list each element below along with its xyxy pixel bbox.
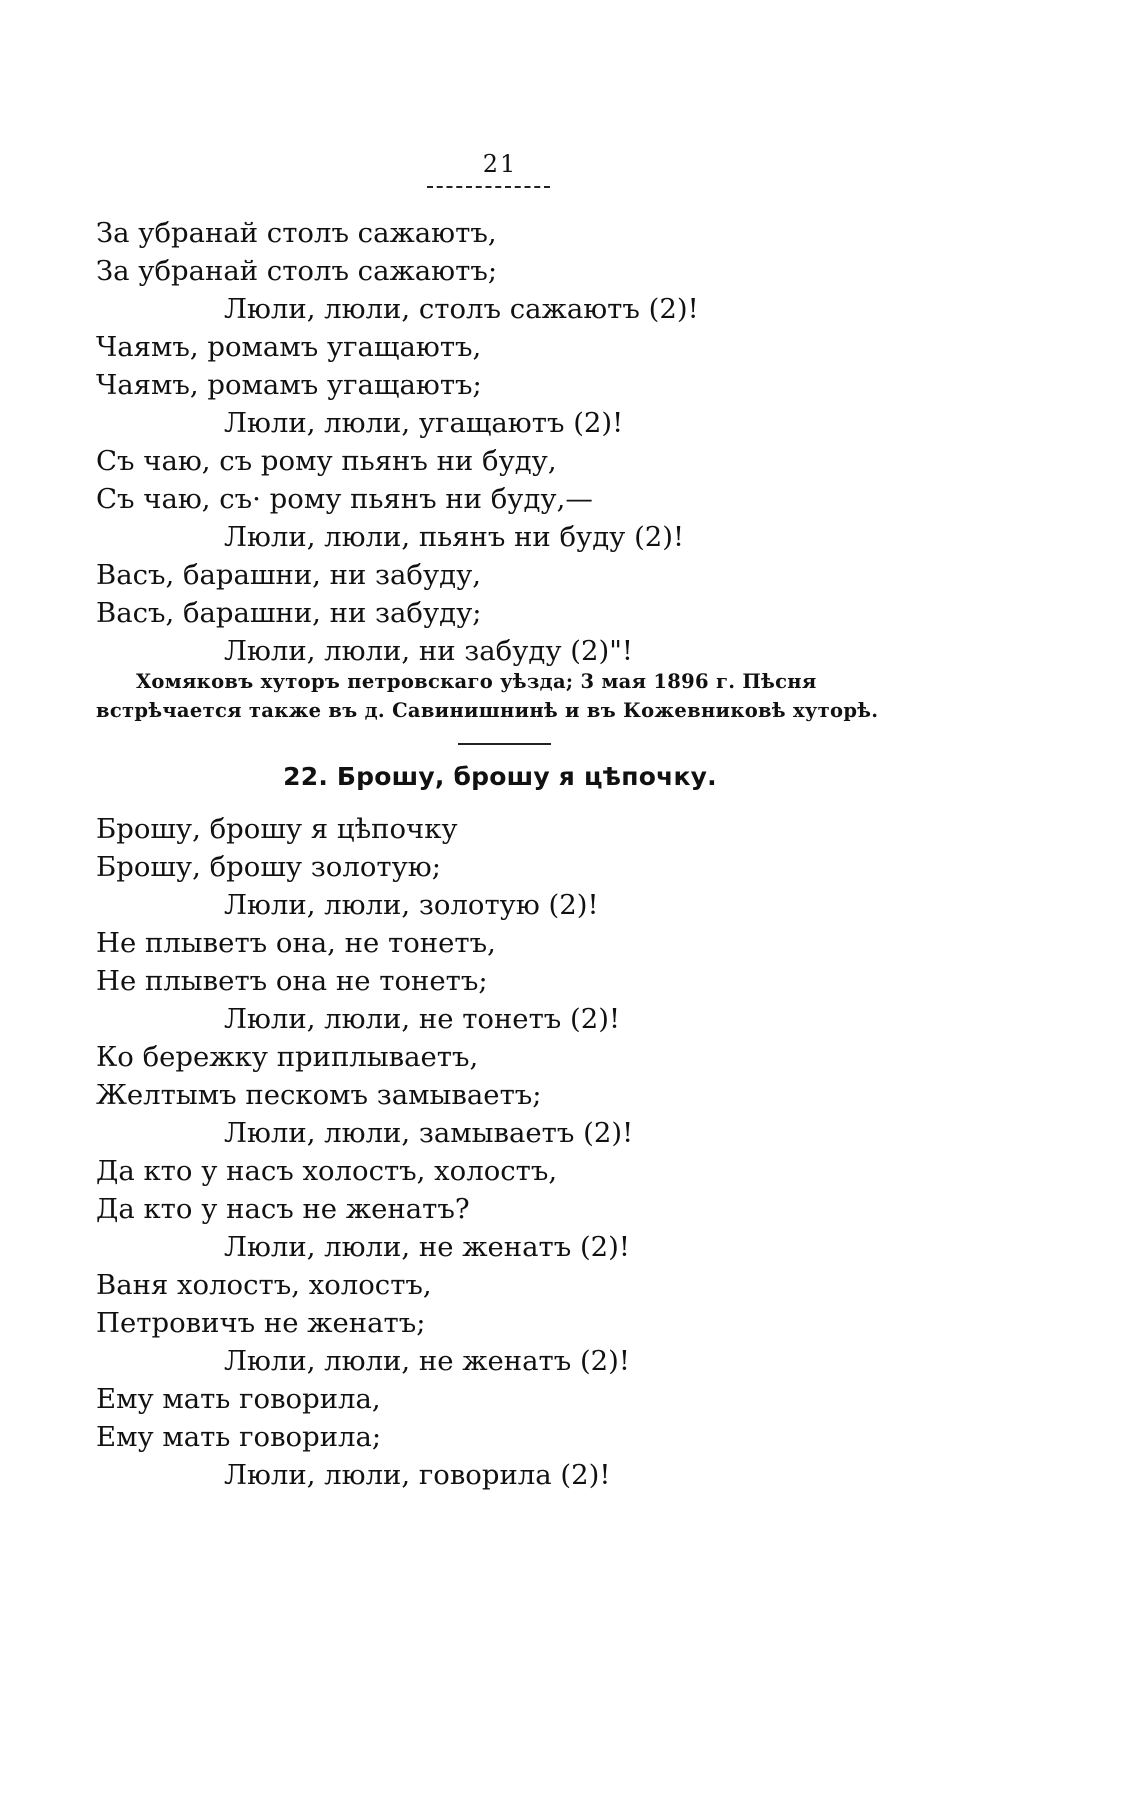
song-22-lyrics (96, 810, 996, 1494)
section-divider (458, 743, 551, 745)
verse-line: Брошу, брошу я цѣпочку (96, 813, 458, 845)
verse-line: Чаямъ, ромамъ угащаютъ, (96, 331, 482, 363)
page-number: 21 (482, 150, 518, 178)
song-21-ending (96, 214, 996, 670)
verse-line: Васъ, барашни, ни забуду, (96, 559, 482, 591)
verse-line: Да кто у насъ не женатъ? (96, 1193, 470, 1225)
refrain-line: Люли, люли, говорила (2)! (224, 1459, 611, 1491)
verse-line: Не плыветъ она не тонетъ; (96, 965, 488, 997)
verse-line: Съ чаю, съ рому пьянъ ни буду, (96, 445, 557, 477)
verse-line: Ко бережку приплываетъ, (96, 1041, 479, 1073)
refrain-line: Люли, люли, столъ сажаютъ (2)! (224, 293, 699, 325)
verse-line: Ему мать говорила, (96, 1383, 381, 1415)
refrain-line: Люли, люли, золотую (2)! (224, 889, 599, 921)
verse-line: Да кто у насъ холостъ, холостъ, (96, 1155, 558, 1187)
verse-line: Петровичъ не женатъ; (96, 1307, 426, 1339)
refrain-line: Люли, люли, замываетъ (2)! (224, 1117, 634, 1149)
refrain-line: Люли, люли, не женатъ (2)! (224, 1345, 630, 1377)
refrain-line: Люли, люли, не тонетъ (2)! (224, 1003, 621, 1035)
refrain-line: Люли, люли, пьянъ ни буду (2)! (224, 521, 685, 553)
verse-line: Съ чаю, съ· рому пьянъ ни буду,— (96, 483, 593, 515)
verse-line: Желтымъ пескомъ замываетъ; (96, 1079, 542, 1111)
header-divider (427, 186, 550, 188)
source-note-line: встрѣчается также въ д. Савинишнинѣ и въ Кожевниковѣ хуторѣ. (96, 699, 879, 722)
verse-line: За убранай столъ сажаютъ, (96, 217, 497, 249)
verse-line: Ваня холостъ, холостъ, (96, 1269, 432, 1301)
refrain-line: Люли, люли, угащаютъ (2)! (224, 407, 624, 439)
verse-line: Чаямъ, ромамъ угащаютъ; (96, 369, 482, 401)
verse-line: Ему мать говорила; (96, 1421, 382, 1453)
source-note (96, 667, 956, 725)
refrain-line: Люли, люли, ни забуду (2)"! (224, 635, 633, 667)
song-title: 22. Брошу, брошу я цѣпочку. (283, 762, 717, 791)
source-note-line: Хомяковъ хуторъ петровскаго уѣзда; 3 мая 1896 г. Пѣсня (136, 670, 817, 693)
verse-line: Васъ, барашни, ни забуду; (96, 597, 482, 629)
verse-line: Брошу, брошу золотую; (96, 851, 441, 883)
verse-line: Не плыветъ она, не тонетъ, (96, 927, 496, 959)
refrain-line: Люли, люли, не женатъ (2)! (224, 1231, 630, 1263)
verse-line: За убранай столъ сажаютъ; (96, 255, 498, 287)
